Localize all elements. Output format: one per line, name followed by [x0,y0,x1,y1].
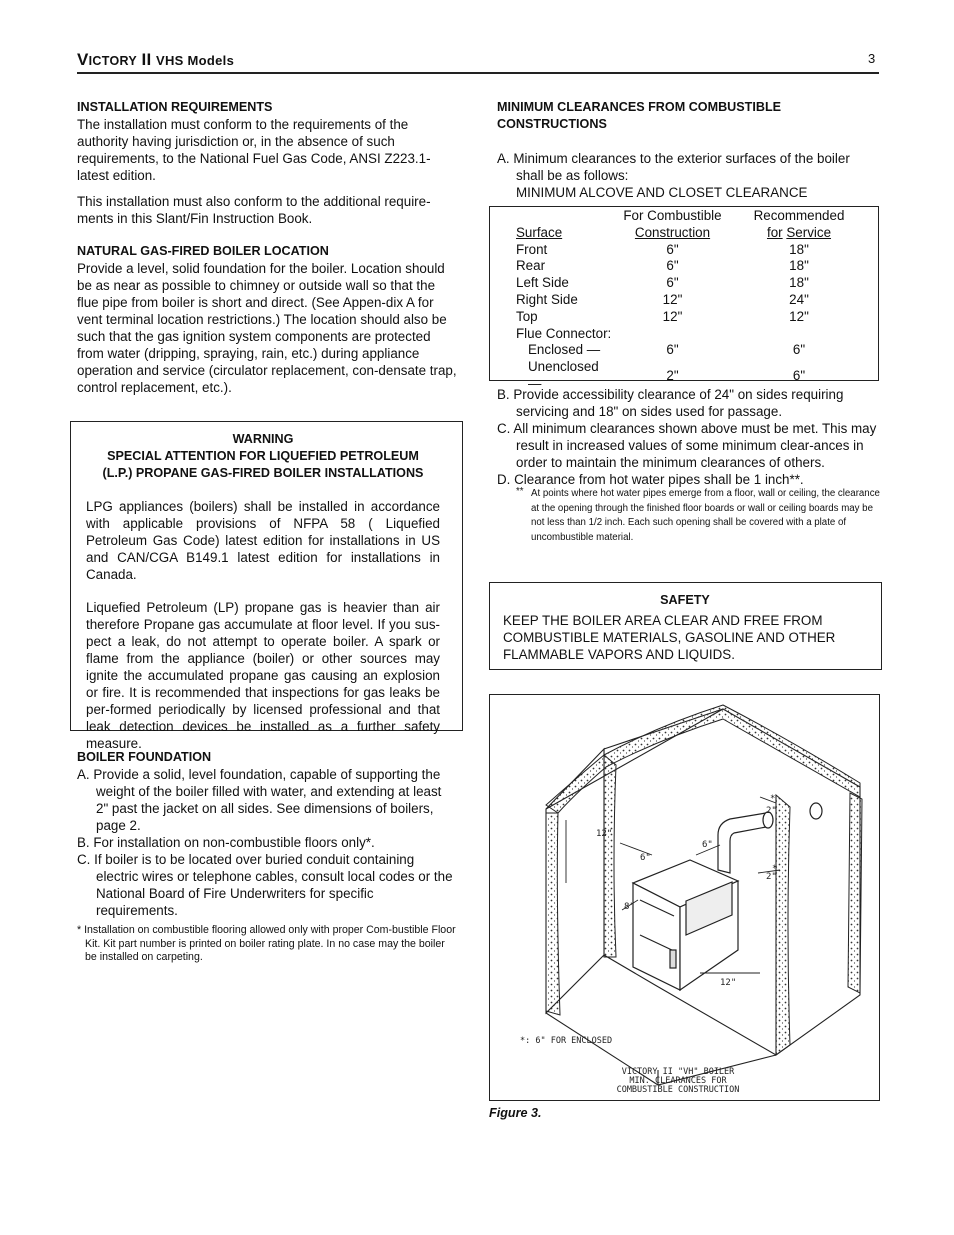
header-construction: Construction [634,224,711,240]
figure-caption-line3: COMBUSTIBLE CONSTRUCTION [616,1085,740,1095]
clearances-a-line2: shall be as follows: [516,168,629,183]
figure-caption-line1: VICTORY II "VH" BOILER [621,1067,735,1077]
dim-2-top: 2" [766,806,777,816]
clearances-a-line1: A. Minimum clearances to the exterior surfaces of the boiler [497,151,850,166]
table-row [516,258,865,275]
table-row [516,275,865,292]
header-combustible: For Combustible [623,208,722,223]
clearances-heading-1: MINIMUM CLEARANCES FROM COMBUSTIBLE [497,100,782,114]
installation-requirements-p2: This installation must also conform to the additional require-ments in this Slant/Fin Instruction Book. [77,194,431,226]
clearances-a-line3: MINIMUM ALCOVE AND CLOSET CLEARANCE [516,185,808,200]
warning-box [70,421,463,751]
footnote-mark: ** [516,486,524,497]
table-row [516,342,865,359]
safety-title: SAFETY [660,593,710,607]
cell-surface: Enclosed — [528,342,601,358]
cell-service: 6" [792,342,806,358]
boiler-clearance-illustration [490,695,879,1100]
warning-p2: Liquefied Petroleum (LP) propane gas is heavier than air therefore Propane gas accumulate at floor level. If you sus-pect a leak, do not attempt to operate boiler. A spark or flame from the appliance (boiler) or other sources may ignite the accumulated propane gas causing an explosion or fire. It is recommended that inspections for gas leaks be per-formed periodically by licensed professional and that leak detection devices be installed as a further safety measure. [86,600,440,751]
title-models: VHS Models [155,53,235,68]
safety-box [489,582,882,670]
header-recommended: Recommended [753,208,845,223]
dim-6-rear: 6" [702,840,713,850]
cell-service: 18" [789,258,809,274]
foundation-item-c: C. If boiler is to be located over buried conduit containing electric wires or telephone cables, consult local codes or the National Board of Fire Underwriters for specific requirements. [77,852,453,918]
installation-requirements-p1: The installation must conform to the requirements of the authority having jurisdiction or, in the absence of such requirements, to the National Fuel Gas Code, ANSI Z223.1-latest edition. [77,117,431,183]
cell-surface: Left Side [516,275,569,291]
table-row [516,326,865,343]
title-initial: V [77,50,89,69]
warning-title: WARNING [232,432,294,446]
clearance-item-b: B. Provide accessibility clearance of 24" on sides requiring servicing and 18" on sides used for passage. [497,387,844,419]
installation-requirements-section [77,99,457,227]
dim-2-side: 2" [766,872,777,882]
table-row [516,242,865,259]
cell-service: 24" [789,291,809,307]
dim-6-front: 6" [640,853,651,863]
figure-caption-line2: MIN. CLEARANCES FOR [629,1076,727,1086]
boiler-foundation-heading: BOILER FOUNDATION [77,750,212,764]
page-header-title [77,50,234,70]
footnote-text: At points where hot water pipes emerge from a floor, wall or ceiling, the clearance at the opening through the finished floor boards or wall or ceiling boards may be not less than 1/2 inch. Each such opening shall be covered with a plate of uncombustible material. [531,488,880,543]
boiler-location-section [77,243,457,396]
table-header-row-2 [516,225,865,242]
figure-label: Figure 3. [489,1106,542,1120]
clearances-notes [497,386,882,545]
cell-construction [612,326,733,343]
header-for: for [766,224,783,240]
clearance-d-footnote [497,487,882,545]
clearance-table-box [489,206,879,391]
dim-star-side: * [772,864,778,874]
clearance-table-body [516,242,865,393]
cell-surface: Front [516,241,548,257]
clearance-item-d: D. Clearance from hot water pipes shall be 1 inch**. [497,472,804,487]
cell-surface: Right Side [516,291,578,307]
boiler-location-heading: NATURAL GAS-FIRED BOILER LOCATION [77,244,329,258]
warning-subtitle-2: (L.P.) PROPANE GAS-FIRED BOILER INSTALLATIONS [102,466,424,480]
cell-construction: 6" [666,241,679,257]
boiler-location-p1: Provide a level, solid foundation for the boiler. Location should be as near as possible to chimney or outside wall so that the flue pipe from boiler is short and direct. (See Appen-dix A for vent terminal location restrictions.) The location should also be such that the gas ignition system components are protected from water (dripping, spraying, rain, etc.) during appliance operation and service (circulator replacement, con-densate trap, control replacement, etc.). [77,261,457,395]
boiler-foundation-section [77,749,457,965]
cell-construction: 6" [666,258,679,274]
cell-surface: Rear [516,258,546,274]
foundation-footnote: * Installation on combustible flooring allowed only with proper Com-bustible Floor Kit. Kit part number is printed on boiler rating plate. In no case may the boiler be installed on carpeting. [77,924,456,963]
safety-text: KEEP THE BOILER AREA CLEAR AND FREE FROM COMBUSTIBLE MATERIALS, GASOLINE AND OTHER FLAMMABLE VAPORS AND LIQUIDS. [503,613,836,662]
dim-12-right: 12" [720,978,737,988]
warning-p1: LPG appliances (boilers) shall be installed in accordance with applicable provisions of NFPA 58 ( Liquefied Petroleum Gas Code) latest edition for installations in US and CAN/CGA B149.1 latest edition for installations in Canada. [86,499,440,582]
title-rest: ICTORY [88,54,137,68]
clearances-section [497,99,882,201]
cell-service: 6" [792,367,806,383]
table-row [516,309,865,326]
figure-3-box [489,694,880,1101]
cell-construction: 6" [666,342,679,358]
cell-construction: 12" [662,291,683,307]
clearances-heading-2: CONSTRUCTIONS [497,117,607,131]
cell-construction: 2" [666,367,679,383]
cell-service [733,326,865,343]
cell-surface: Top [516,308,538,324]
table-row [516,292,865,309]
foundation-item-a: A. Provide a solid, level foundation, capable of supporting the weight of the boiler filled with water, and extending at least 2" past the jacket on all sides. See dimensions of boilers, page 2. [77,767,442,833]
dim-12-left: 12" [596,829,613,839]
clearance-item-c: C. All minimum clearances shown above must be met. This may result in increased values of some minimum clear-ances in order to maintain the minimum clearances of others. [497,421,877,470]
warning-subtitle-1: SPECIAL ATTENTION FOR LIQUEFIED PETROLEUM [107,449,419,463]
cell-service: 18" [789,241,809,257]
cell-construction: 6" [666,275,679,291]
page-number: 3 [868,51,876,66]
cell-service: 18" [789,275,809,291]
clearance-table [516,208,865,393]
title-number: II [141,50,152,69]
header-surface: Surface [516,224,563,240]
cell-surface: Flue Connector: [516,325,612,341]
installation-requirements-heading: INSTALLATION REQUIREMENTS [77,100,273,114]
dim-8: 8" [624,902,635,912]
cell-service: 12" [789,308,809,324]
foundation-item-b: B. For installation on non-combustible floors only*. [77,835,375,850]
cell-construction: 12" [662,308,683,324]
dim-star-top: * [770,794,776,804]
header-service: Service [786,224,832,240]
enclosed-note: *: 6" FOR ENCLOSED [520,1036,613,1046]
cell-surface: Unenclosed — [528,359,599,391]
table-header-row-1 [516,208,865,225]
header-rule [77,72,879,74]
